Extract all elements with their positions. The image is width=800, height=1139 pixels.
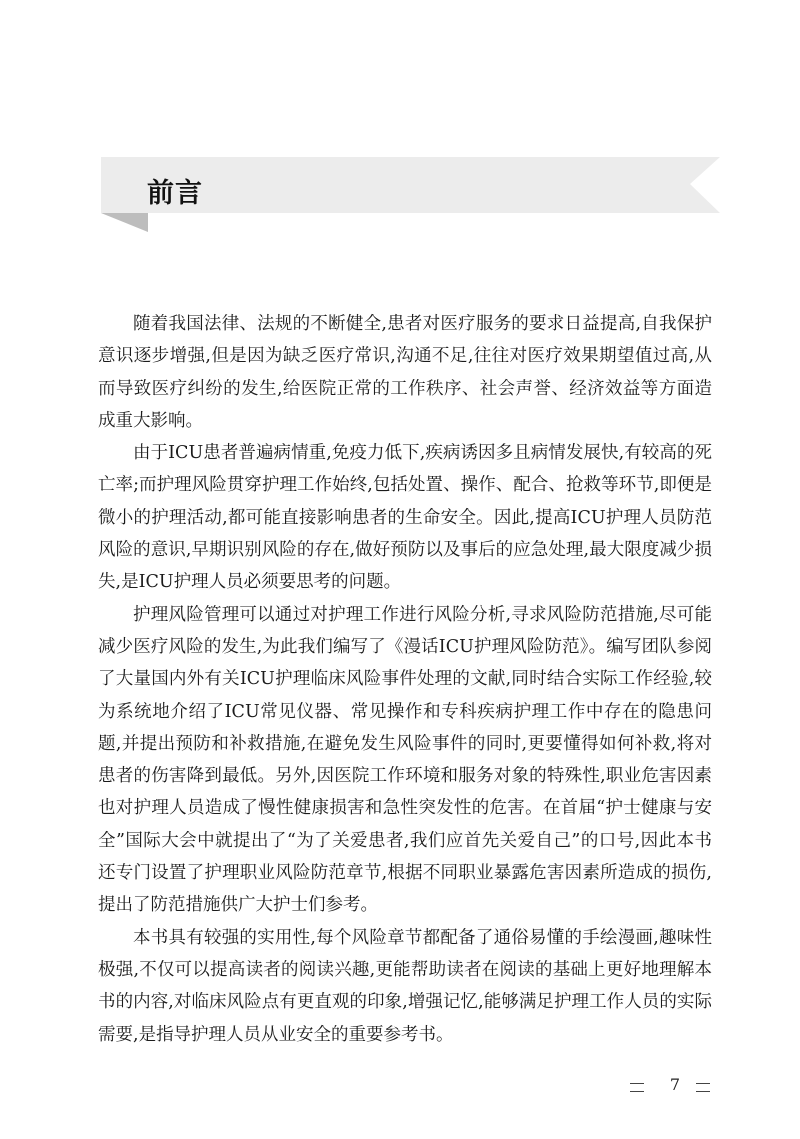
paragraph-2: 由于ICU患者普遍病情重,免疫力低下,疾病诱因多且病情发展快,有较高的死亡率;而护理风险贯穿护理工作始终,包括处置、操作、配合、抢救等环节,即便是微小的护理活动,都可能直接影响患者的生命安全。因此,提高ICU护理人员防范风险的意识,早期识别风险的存在,做好预防以及事后的应急处理,最大限度减少损失,是ICU护理人员必须要思考的问题。 <box>98 443 712 593</box>
title-banner <box>101 157 720 232</box>
paragraph-4: 本书具有较强的实用性,每个风险章节都配备了通俗易懂的手绘漫画,趣味性极强,不仅可以提高读者的阅读兴趣,更能帮助读者在阅读的基础上更好地理解本书的内容,对临床风险点有更直观的印象,增强记忆,能够满足护理工作人员的实际需要,是指导护理人员从业安全的重要参考书。 <box>98 927 712 1045</box>
footer-dash-left <box>630 1083 644 1092</box>
paragraph-1: 随着我国法律、法规的不断健全,患者对医疗服务的要求日益提高,自我保护意识逐步增强,但是因为缺乏医疗常识,沟通不足,往往对医疗效果期望值过高,从而导致医疗纠纷的发生,给医院正常的工作秩序、社会声誉、经济效益等方面造成重大影响。 <box>98 314 712 431</box>
body-text <box>98 308 712 1051</box>
page-number: 7 <box>669 1075 681 1094</box>
footer-dash-right <box>696 1083 710 1092</box>
page-title: 前言 <box>147 178 203 209</box>
paragraph-3: 护理风险管理可以通过对护理工作进行风险分析,寻求风险防范措施,尽可能减少医疗风险的发生,为此我们编写了《漫话ICU护理风险防范》。编写团队参阅了大量国内外有关ICU护理临床风险事件处理的文献,同时结合实际工作经验,较为系统地介绍了ICU常见仪器、常见操作和专科疾病护理工作中存在的隐患问题,并提出预防和补救措施,在避免发生风险事件的同时,更要懂得如何补救,将对患者的伤害降到最低。另外,因医院工作环境和服务对象的特殊性,职业危害因素也对护理人员造成了慢性健康损害和急性突发性的危害。在首届“护士健康与安全”国际大会中就提出了“为了关爱患者,我们应首先关爱自己”的口号,因此本书还专门设置了护理职业风险防范章节,根据不同职业暴露危害因素所造成的损伤,提出了防范措施供广大护士们参考。 <box>98 604 712 916</box>
page-footer <box>630 1075 710 1101</box>
